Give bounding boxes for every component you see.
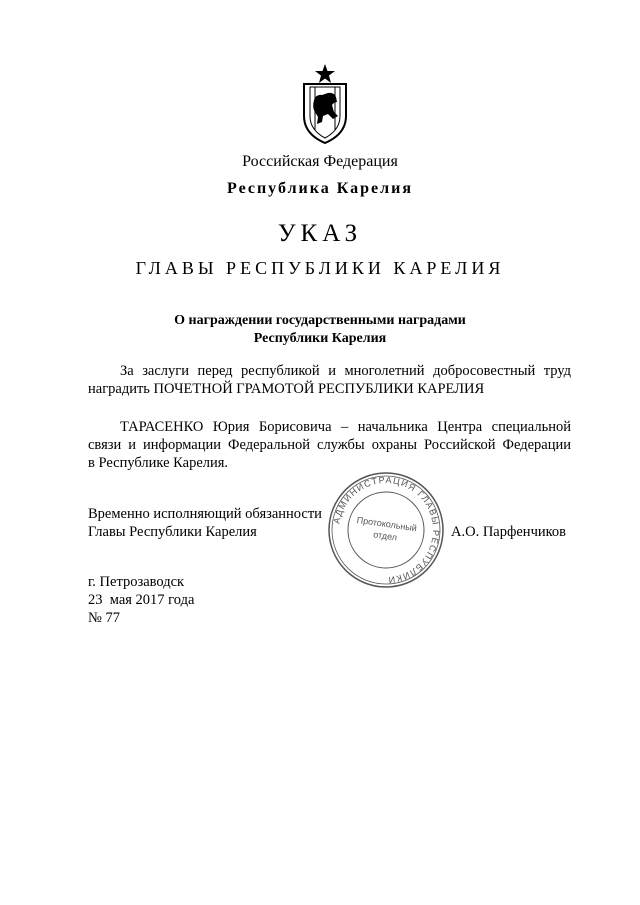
paragraph-line: ТАРАСЕНКО Юрия Борисовича – начальника Центра специальной <box>120 419 571 435</box>
signatory-position <box>88 505 322 541</box>
paragraph-line: связи и информации Федеральной службы охраны Российской Федерации <box>88 437 571 453</box>
issue-date: 23 мая 2017 года <box>88 592 195 608</box>
position-line: Главы Республики Карелия <box>88 524 257 540</box>
paragraph-line: в Республике Карелия. <box>88 455 229 471</box>
document-footer <box>88 573 194 627</box>
republic-name: Республика Карелия <box>227 180 413 197</box>
stamp-ring-text: АДМИНИСТРАЦИЯ ГЛАВЫ РЕСПУБЛИКИ <box>331 474 442 586</box>
official-stamp <box>326 470 446 590</box>
karelia-coat-of-arms-icon <box>298 64 352 144</box>
issuer-title: ГЛАВЫ РЕСПУБЛИКИ КАРЕЛИЯ <box>135 258 505 278</box>
document-subject <box>0 312 640 348</box>
subject-line: О награждении государственными наградами <box>174 313 466 328</box>
paragraph-line: За заслуги перед республикой и многолетний добросовестный труд <box>120 363 571 379</box>
document-type: УКАЗ <box>277 220 363 247</box>
paragraph-line: наградить ПОЧЕТНОЙ ГРАМОТОЙ РЕСПУБЛИКИ КАРЕЛИЯ <box>88 381 485 397</box>
position-line: Временно исполняющий обязанности <box>88 506 322 522</box>
country-name: Российская Федерация <box>242 153 398 170</box>
signatory-name: А.О. Парфенчиков <box>451 524 567 540</box>
award-paragraph <box>88 362 571 398</box>
awardee-paragraph <box>88 418 571 472</box>
subject-line: Республики Карелия <box>253 331 387 346</box>
stamp-center-text: Протокольный <box>356 514 418 534</box>
stamp-center-text: отдел <box>372 529 398 543</box>
document-number: № 77 <box>88 610 120 626</box>
issue-city: г. Петрозаводск <box>88 574 185 590</box>
